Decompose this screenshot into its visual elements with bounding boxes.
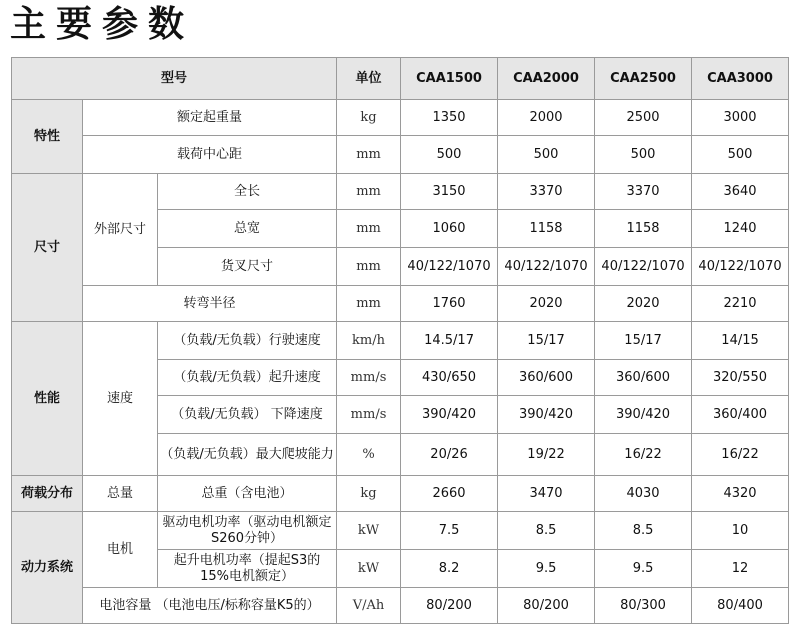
row-label: （负载/无负载）最大爬坡能力 xyxy=(158,434,337,476)
row-label: （负载/无负载）行驶速度 xyxy=(158,322,337,360)
cell-value: 2020 xyxy=(595,286,692,322)
cell-value: 1240 xyxy=(692,210,789,248)
row-label: （负载/无负载）起升速度 xyxy=(158,360,337,396)
row-unit: mm/s xyxy=(337,360,401,396)
table-row xyxy=(12,322,789,360)
row-unit: kW xyxy=(337,512,401,550)
row-unit: kW xyxy=(337,550,401,588)
cell-value: 40/122/1070 xyxy=(692,248,789,286)
cell-value: 4030 xyxy=(595,476,692,512)
cell-value: 80/200 xyxy=(498,588,595,624)
row-label: 额定起重量 xyxy=(83,100,337,136)
cell-value: 320/550 xyxy=(692,360,789,396)
cell-value: 1158 xyxy=(498,210,595,248)
cell-value: 3370 xyxy=(595,174,692,210)
cell-value: 40/122/1070 xyxy=(498,248,595,286)
spec-table xyxy=(11,57,789,624)
page-title: 主要参数 xyxy=(10,4,195,45)
row-label: 载荷中心距 xyxy=(83,136,337,174)
cell-value: 40/122/1070 xyxy=(595,248,692,286)
row-label: 起升电机功率（提起S3的15%电机额定） xyxy=(158,550,337,588)
cell-value: 430/650 xyxy=(401,360,498,396)
cell-value: 390/420 xyxy=(498,396,595,434)
cell-value: 10 xyxy=(692,512,789,550)
header-row xyxy=(12,58,789,100)
cell-value: 360/600 xyxy=(595,360,692,396)
header-model-2: CAA2000 xyxy=(498,58,595,100)
cell-value: 15/17 xyxy=(498,322,595,360)
cell-value: 80/300 xyxy=(595,588,692,624)
cell-value: 14/15 xyxy=(692,322,789,360)
cell-value: 2020 xyxy=(498,286,595,322)
cell-value: 15/17 xyxy=(595,322,692,360)
header-model-4: CAA3000 xyxy=(692,58,789,100)
cell-value: 19/22 xyxy=(498,434,595,476)
cell-value: 3150 xyxy=(401,174,498,210)
group-power-system: 动力系统 xyxy=(12,512,83,624)
group-dimensions: 尺寸 xyxy=(12,174,83,322)
cell-value: 7.5 xyxy=(401,512,498,550)
row-label: 货叉尺寸 xyxy=(158,248,337,286)
cell-value: 500 xyxy=(401,136,498,174)
table-row xyxy=(12,174,789,210)
cell-value: 2660 xyxy=(401,476,498,512)
cell-value: 9.5 xyxy=(595,550,692,588)
group-characteristics: 特性 xyxy=(12,100,83,174)
table-row xyxy=(12,512,789,550)
group-load-distribution: 荷载分布 xyxy=(12,476,83,512)
cell-value: 1760 xyxy=(401,286,498,322)
cell-value: 3640 xyxy=(692,174,789,210)
header-model-1: CAA1500 xyxy=(401,58,498,100)
subgroup-total: 总量 xyxy=(83,476,158,512)
header-unit: 单位 xyxy=(337,58,401,100)
cell-value: 360/400 xyxy=(692,396,789,434)
cell-value: 2500 xyxy=(595,100,692,136)
cell-value: 16/22 xyxy=(595,434,692,476)
cell-value: 1060 xyxy=(401,210,498,248)
row-unit: mm xyxy=(337,286,401,322)
cell-value: 3000 xyxy=(692,100,789,136)
row-unit: % xyxy=(337,434,401,476)
table-row xyxy=(12,286,789,322)
cell-value: 3470 xyxy=(498,476,595,512)
cell-value: 3370 xyxy=(498,174,595,210)
cell-value: 500 xyxy=(692,136,789,174)
cell-value: 80/400 xyxy=(692,588,789,624)
cell-value: 390/420 xyxy=(401,396,498,434)
cell-value: 4320 xyxy=(692,476,789,512)
row-label: 电池容量 （电池电压/标称容量K5的） xyxy=(83,588,337,624)
row-unit: mm xyxy=(337,174,401,210)
cell-value: 12 xyxy=(692,550,789,588)
row-label: 总重（含电池） xyxy=(158,476,337,512)
cell-value: 40/122/1070 xyxy=(401,248,498,286)
row-unit: mm xyxy=(337,210,401,248)
cell-value: 2000 xyxy=(498,100,595,136)
table-row xyxy=(12,136,789,174)
row-label: 总宽 xyxy=(158,210,337,248)
cell-value: 80/200 xyxy=(401,588,498,624)
row-label: （负载/无负载） 下降速度 xyxy=(158,396,337,434)
header-model-3: CAA2500 xyxy=(595,58,692,100)
table-row xyxy=(12,476,789,512)
cell-value: 1158 xyxy=(595,210,692,248)
row-label: 驱动电机功率（驱动电机额定S260分钟） xyxy=(158,512,337,550)
row-unit: mm xyxy=(337,136,401,174)
subgroup-speed: 速度 xyxy=(83,322,158,476)
row-unit: mm/s xyxy=(337,396,401,434)
cell-value: 390/420 xyxy=(595,396,692,434)
cell-value: 14.5/17 xyxy=(401,322,498,360)
cell-value: 8.5 xyxy=(595,512,692,550)
cell-value: 500 xyxy=(595,136,692,174)
subgroup-external-dimensions: 外部尺寸 xyxy=(83,174,158,286)
cell-value: 16/22 xyxy=(692,434,789,476)
row-unit: km/h xyxy=(337,322,401,360)
cell-value: 500 xyxy=(498,136,595,174)
cell-value: 20/26 xyxy=(401,434,498,476)
row-unit: mm xyxy=(337,248,401,286)
row-label: 全长 xyxy=(158,174,337,210)
cell-value: 8.2 xyxy=(401,550,498,588)
cell-value: 1350 xyxy=(401,100,498,136)
row-unit: V/Ah xyxy=(337,588,401,624)
cell-value: 8.5 xyxy=(498,512,595,550)
table-row xyxy=(12,100,789,136)
group-performance: 性能 xyxy=(12,322,83,476)
cell-value: 2210 xyxy=(692,286,789,322)
header-model: 型号 xyxy=(12,58,337,100)
table-row xyxy=(12,588,789,624)
row-unit: kg xyxy=(337,476,401,512)
subgroup-motor: 电机 xyxy=(83,512,158,588)
row-label: 转弯半径 xyxy=(83,286,337,322)
cell-value: 9.5 xyxy=(498,550,595,588)
row-unit: kg xyxy=(337,100,401,136)
cell-value: 360/600 xyxy=(498,360,595,396)
